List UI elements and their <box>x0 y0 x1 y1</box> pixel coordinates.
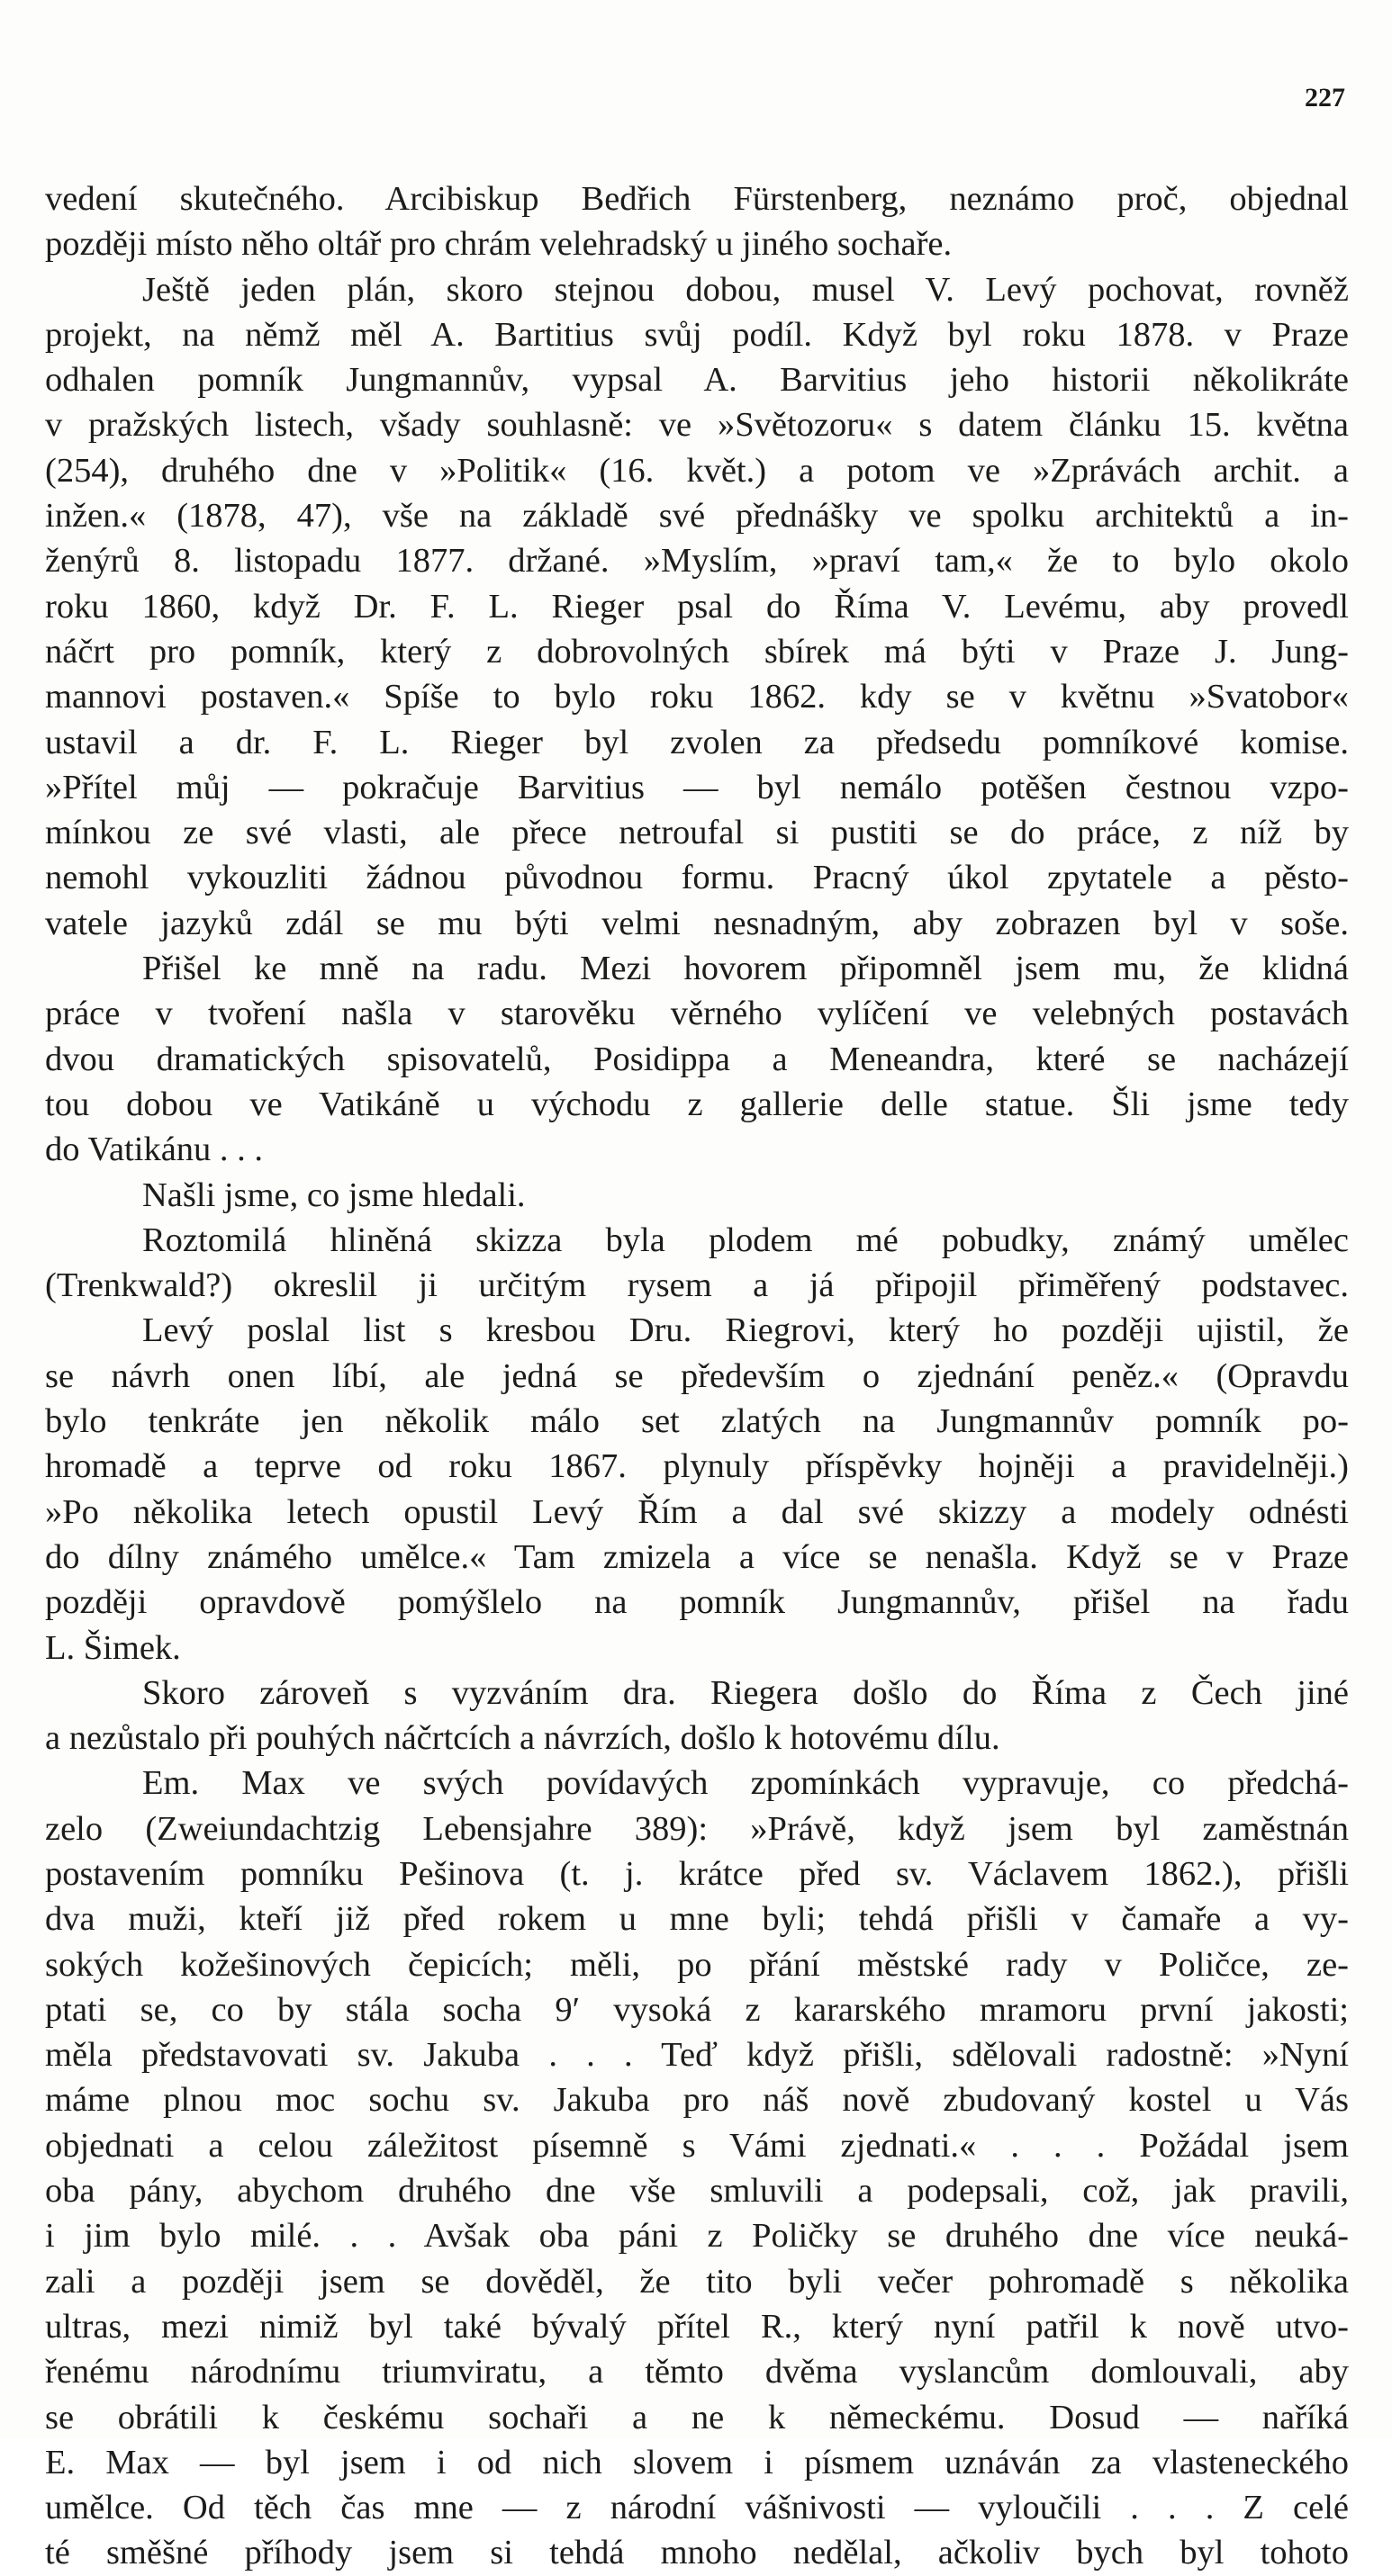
text-line: ptati se, co by stála socha 9′ vysoká z kararského mramoru první jakosti; <box>45 1990 1349 2029</box>
text-line: postavením pomníku Pešinova (t. j. krátce před sv. Václavem 1862.), přišli <box>45 1854 1349 1893</box>
text-line: i jim bylo milé. . . Avšak oba páni z Poličky se druhého dne více neuká- <box>45 2217 1349 2256</box>
text-line: objednati a celou záležitost písemně s Vámi zjednati.« . . . Požádal jsem <box>45 2126 1349 2165</box>
text-line: umělce. Od těch čas mne — z národní vášnivosti — vyloučili . . . Z celé <box>45 2489 1349 2527</box>
text-line: ultras, mezi nimiž byl také bývalý přítel R., který nyní patřil k nově utvo- <box>45 2307 1349 2346</box>
text-line: inžen.« (1878, 47), vše na základě své přednášky ve spolku architektů a in- <box>45 497 1349 536</box>
text-line: Skoro zároveň s vyzváním dra. Riegera došlo do Říma z Čech jiné <box>142 1673 1349 1712</box>
text-line: dva muži, kteří již před rokem u mne byli; tehdá přišli v čamaře a vy- <box>45 1900 1349 1939</box>
text-line: se návrh onen líbí, ale jedná se především o zjednání peněz.« (Opravdu <box>45 1356 1349 1395</box>
text-line: zelo (Zweiundachtzig Lebensjahre 389): »Právě, když jsem byl zaměstnán <box>45 1809 1349 1848</box>
text-line: Roztomilá hliněná skizza byla plodem mé pobudky, známý umělec <box>142 1220 1349 1259</box>
text-line: E. Max — byl jsem i od nich slovem i písmem uznáván za vlasteneckého <box>45 2443 1349 2481</box>
text-line: vatele jazyků zdál se mu býti velmi nesnadným, aby zobrazen byl v soše. <box>45 904 1349 942</box>
text-line: (Trenkwald?) okreslil ji určitým rysem a já připojil přiměřený podstavec. <box>45 1266 1349 1305</box>
text-line: zali a později jsem se dověděl, že tito byli večer pohromadě s několika <box>45 2262 1349 2301</box>
text-line: Em. Max ve svých povídavých zpomínkách vypravuje, co předchá- <box>142 1764 1349 1803</box>
text-line: máme plnou moc sochu sv. Jakuba pro náš nově zbudovaný kostel u Vás <box>45 2081 1349 2120</box>
text-line: tou dobou ve Vatikáně u východu z gallerie delle statue. Šli jsme tedy <box>45 1085 1349 1123</box>
text-line: řenému národnímu triumviratu, a těmto dvěma vyslancům domlouvali, aby <box>45 2353 1349 2391</box>
text-line: náčrt pro pomník, který z dobrovolných sbírek má býti v Praze J. Jung- <box>45 632 1349 671</box>
text-line: mannovi postaven.« Spíše to bylo roku 1862. kdy se v květnu »Svatobor« <box>45 678 1349 716</box>
text-line: »Po několika letech opustil Levý Řím a dal své skizzy a modely odnésti <box>45 1492 1349 1531</box>
text-line: (254), druhého dne v »Politik« (16. květ.) a potom ve »Zprávách archit. a <box>45 451 1349 490</box>
text-line: bylo tenkráte jen několik málo set zlatých na Jungmannův pomník po- <box>45 1402 1349 1441</box>
text-line: do dílny známého umělce.« Tam zmizela a více se nenašla. Když se v Praze <box>45 1537 1349 1576</box>
text-line: odhalen pomník Jungmannův, vypsal A. Barvitius jeho historii několikráte <box>45 361 1349 400</box>
text-line: a nezůstalo při pouhých náčrtcích a návrzích, došlo k hotovému dílu. <box>45 1719 1000 1758</box>
text-line: té směšné příhody jsem si tehdá mnoho nedělal, ačkoliv bych byl tohoto <box>45 2534 1349 2572</box>
text-line: později opravdově pomýšlelo na pomník Jungmannův, přišel na řadu <box>45 1583 1349 1622</box>
text-line: »Přítel můj — pokračuje Barvitius — byl nemálo potěšen čestnou vzpo- <box>45 768 1349 806</box>
text-line: Levý poslal list s kresbou Dru. Riegrovi, který ho později ujistil, že <box>142 1311 1349 1350</box>
page-number: 227 <box>1305 83 1345 113</box>
text-line: práce v tvoření našla v starověku věrného vylíčení ve velebných postavách <box>45 995 1349 1033</box>
text-line: do Vatikánu . . . <box>45 1130 264 1169</box>
text-line: L. Šimek. <box>45 1628 181 1667</box>
text-line: sokých kožešinových čepicích; měli, po přání městské rady v Poličce, ze- <box>45 1945 1349 1984</box>
text-line: mínkou ze své vlasti, ale přece netroufal si pustiti se do práce, z níž by <box>45 814 1349 852</box>
text-line: Ještě jeden plán, skoro stejnou dobou, musel V. Levý pochovat, rovněž <box>142 270 1349 309</box>
text-line: dvou dramatických spisovatelů, Posidippa a Meneandra, které se nacházejí <box>45 1040 1349 1078</box>
text-line: v pražských listech, všady souhlasně: ve »Světozoru« s datem článku 15. května <box>45 406 1349 445</box>
text-line: projekt, na němž měl A. Bartitius svůj podíl. Když byl roku 1878. v Praze <box>45 315 1349 354</box>
text-line: se obrátili k českému sochaři a ne k německému. Dosud — naříká <box>45 2398 1349 2436</box>
text-line: roku 1860, když Dr. F. L. Rieger psal do Říma V. Levému, aby provedl <box>45 587 1349 626</box>
text-line: ženýrů 8. listopadu 1877. držané. »Myslím, »praví tam,« že to bylo okolo <box>45 542 1349 581</box>
body-text <box>45 176 1349 2576</box>
text-line: oba pány, abychom druhého dne vše smluvili a podepsali, což, jak pravili, <box>45 2172 1349 2211</box>
text-line: vedení skutečného. Arcibiskup Bedřich Fürstenberg, neznámo proč, objednal <box>45 180 1349 218</box>
text-line: později místo něho oltář pro chrám velehradský u jiného sochaře. <box>45 225 953 264</box>
text-line: hromadě a teprve od roku 1867. plynuly příspěvky hojněji a pravidelněji.) <box>45 1447 1349 1486</box>
text-line: nemohl vykouzliti žádnou původnou formu. Pracný úkol zpytatele a pěsto- <box>45 859 1349 897</box>
text-line: ustavil a dr. F. L. Rieger byl zvolen za předsedu pomníkové komise. <box>45 723 1349 761</box>
text-line: měla představovati sv. Jakuba . . . Teď když přišli, sdělovali radostně: »Nyní <box>45 2036 1349 2075</box>
text-line: Přišel ke mně na radu. Mezi hovorem připomněl jsem mu, že klidná <box>142 950 1349 988</box>
text-line: Našli jsme, co jsme hledali. <box>142 1175 526 1214</box>
